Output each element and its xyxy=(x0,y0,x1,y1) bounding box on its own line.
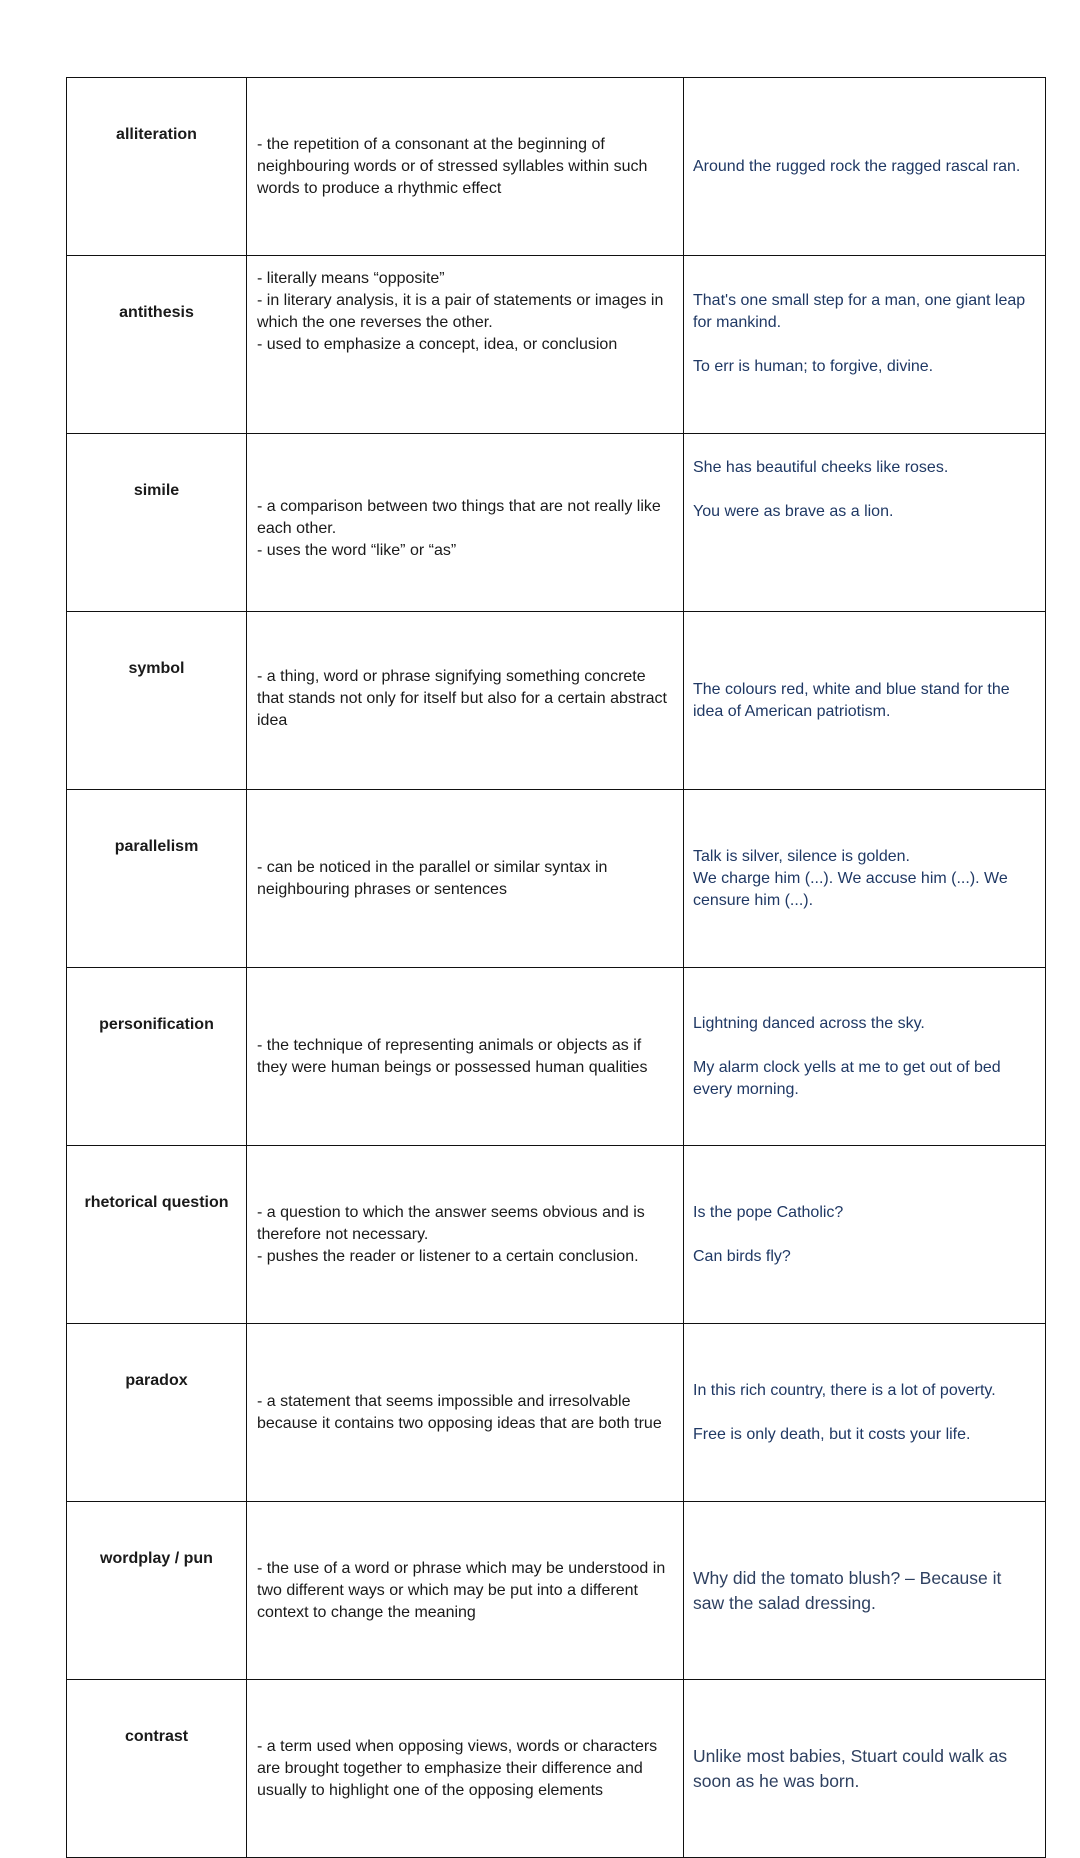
term-cell: personification xyxy=(67,968,247,1146)
example-line: Talk is silver, silence is golden. xyxy=(693,847,910,865)
example-line: Free is only death, but it costs your life. xyxy=(693,1425,971,1443)
table-row xyxy=(67,1680,1046,1858)
table-row xyxy=(67,434,1046,612)
term-cell: rhetorical question xyxy=(67,1146,247,1324)
example-line: My alarm clock yells at me to get out of bed every morning. xyxy=(693,1058,1006,1098)
term-cell: wordplay / pun xyxy=(67,1502,247,1680)
example-cell xyxy=(684,256,1046,434)
example-line: Is the pope Catholic? xyxy=(693,1203,844,1221)
definition-line: - can be noticed in the parallel or similar syntax in neighbouring phrases or sentences xyxy=(257,858,612,898)
term-cell: paradox xyxy=(67,1324,247,1502)
definition-line: - used to emphasize a concept, idea, or conclusion xyxy=(257,336,618,353)
example-line: To err is human; to forgive, divine. xyxy=(693,358,934,375)
term-cell: contrast xyxy=(67,1680,247,1858)
definition-cell xyxy=(247,1146,684,1324)
definition-line: - a comparison between two things that are not really like each other. xyxy=(257,497,666,537)
definition-line: - a question to which the answer seems obvious and is therefore not necessary. xyxy=(257,1203,650,1243)
definition-line: - in literary analysis, it is a pair of statements or images in which the one reverses the other. xyxy=(257,292,668,331)
definition-cell xyxy=(247,1502,684,1680)
table-row xyxy=(67,790,1046,968)
definition-line: - literally means “opposite” xyxy=(257,270,445,287)
table-row xyxy=(67,78,1046,256)
example-cell xyxy=(684,1146,1046,1324)
example-cell xyxy=(684,790,1046,968)
example-line: She has beautiful cheeks like roses. xyxy=(693,459,949,476)
table-row xyxy=(67,1324,1046,1502)
table-row xyxy=(67,1502,1046,1680)
table-row xyxy=(67,256,1046,434)
example-cell xyxy=(684,612,1046,790)
definition-line: - a term used when opposing views, words or characters are brought together to emphasize their difference and usually to highlight one of the opposing elements xyxy=(257,1737,662,1799)
definition-line: - the repetition of a consonant at the beginning of neighbouring words or of stressed syllables within such words to produce a rhythmic effect xyxy=(257,135,652,197)
example-line: Lightning danced across the sky. xyxy=(693,1014,925,1032)
example-line: We charge him (...). We accuse him (...). We censure him (...). xyxy=(693,869,1013,909)
definition-line: - a thing, word or phrase signifying something concrete that stands not only for itself but also for a certain abstract idea xyxy=(257,667,672,729)
term-cell: antithesis xyxy=(67,256,247,434)
definition-cell xyxy=(247,1680,684,1858)
example-cell xyxy=(684,78,1046,256)
definition-cell xyxy=(247,612,684,790)
definition-line: - a statement that seems impossible and irresolvable because it contains two opposing ideas that are both true xyxy=(257,1392,662,1432)
table-row xyxy=(67,612,1046,790)
example-cell xyxy=(684,968,1046,1146)
table-row xyxy=(67,1146,1046,1324)
term-cell: alliteration xyxy=(67,78,247,256)
example-cell xyxy=(684,434,1046,612)
definition-cell xyxy=(247,790,684,968)
example-cell xyxy=(684,1324,1046,1502)
example-line: Can birds fly? xyxy=(693,1247,791,1265)
definition-line: - the technique of representing animals or objects as if they were human beings or possessed human qualities xyxy=(257,1036,648,1076)
example-line: That's one small step for a man, one giant leap for mankind. xyxy=(693,292,1030,331)
definition-line: - uses the word “like” or “as” xyxy=(257,541,457,559)
definition-cell xyxy=(247,256,684,434)
definition-cell xyxy=(247,78,684,256)
example-line: Around the rugged rock the ragged rascal ran. xyxy=(693,157,1021,175)
stylistic-devices-table xyxy=(66,77,1046,1858)
definition-cell xyxy=(247,1324,684,1502)
term-cell: symbol xyxy=(67,612,247,790)
definition-cell xyxy=(247,434,684,612)
definition-cell xyxy=(247,968,684,1146)
example-cell xyxy=(684,1502,1046,1680)
example-line: Unlike most babies, Stuart could walk as soon as he was born. xyxy=(693,1745,1013,1791)
example-cell xyxy=(684,1680,1046,1858)
example-line: Why did the tomato blush? – Because it saw the salad dressing. xyxy=(693,1567,1007,1613)
term-cell: simile xyxy=(67,434,247,612)
example-line: You were as brave as a lion. xyxy=(693,503,894,520)
definition-line: - pushes the reader or listener to a certain conclusion. xyxy=(257,1247,639,1265)
term-cell: parallelism xyxy=(67,790,247,968)
definition-line: - the use of a word or phrase which may be understood in two different ways or which may be put into a different context to change the meaning xyxy=(257,1559,670,1621)
example-line: The colours red, white and blue stand for the idea of American patriotism. xyxy=(693,680,1015,720)
example-line: In this rich country, there is a lot of poverty. xyxy=(693,1381,996,1399)
table-row xyxy=(67,968,1046,1146)
